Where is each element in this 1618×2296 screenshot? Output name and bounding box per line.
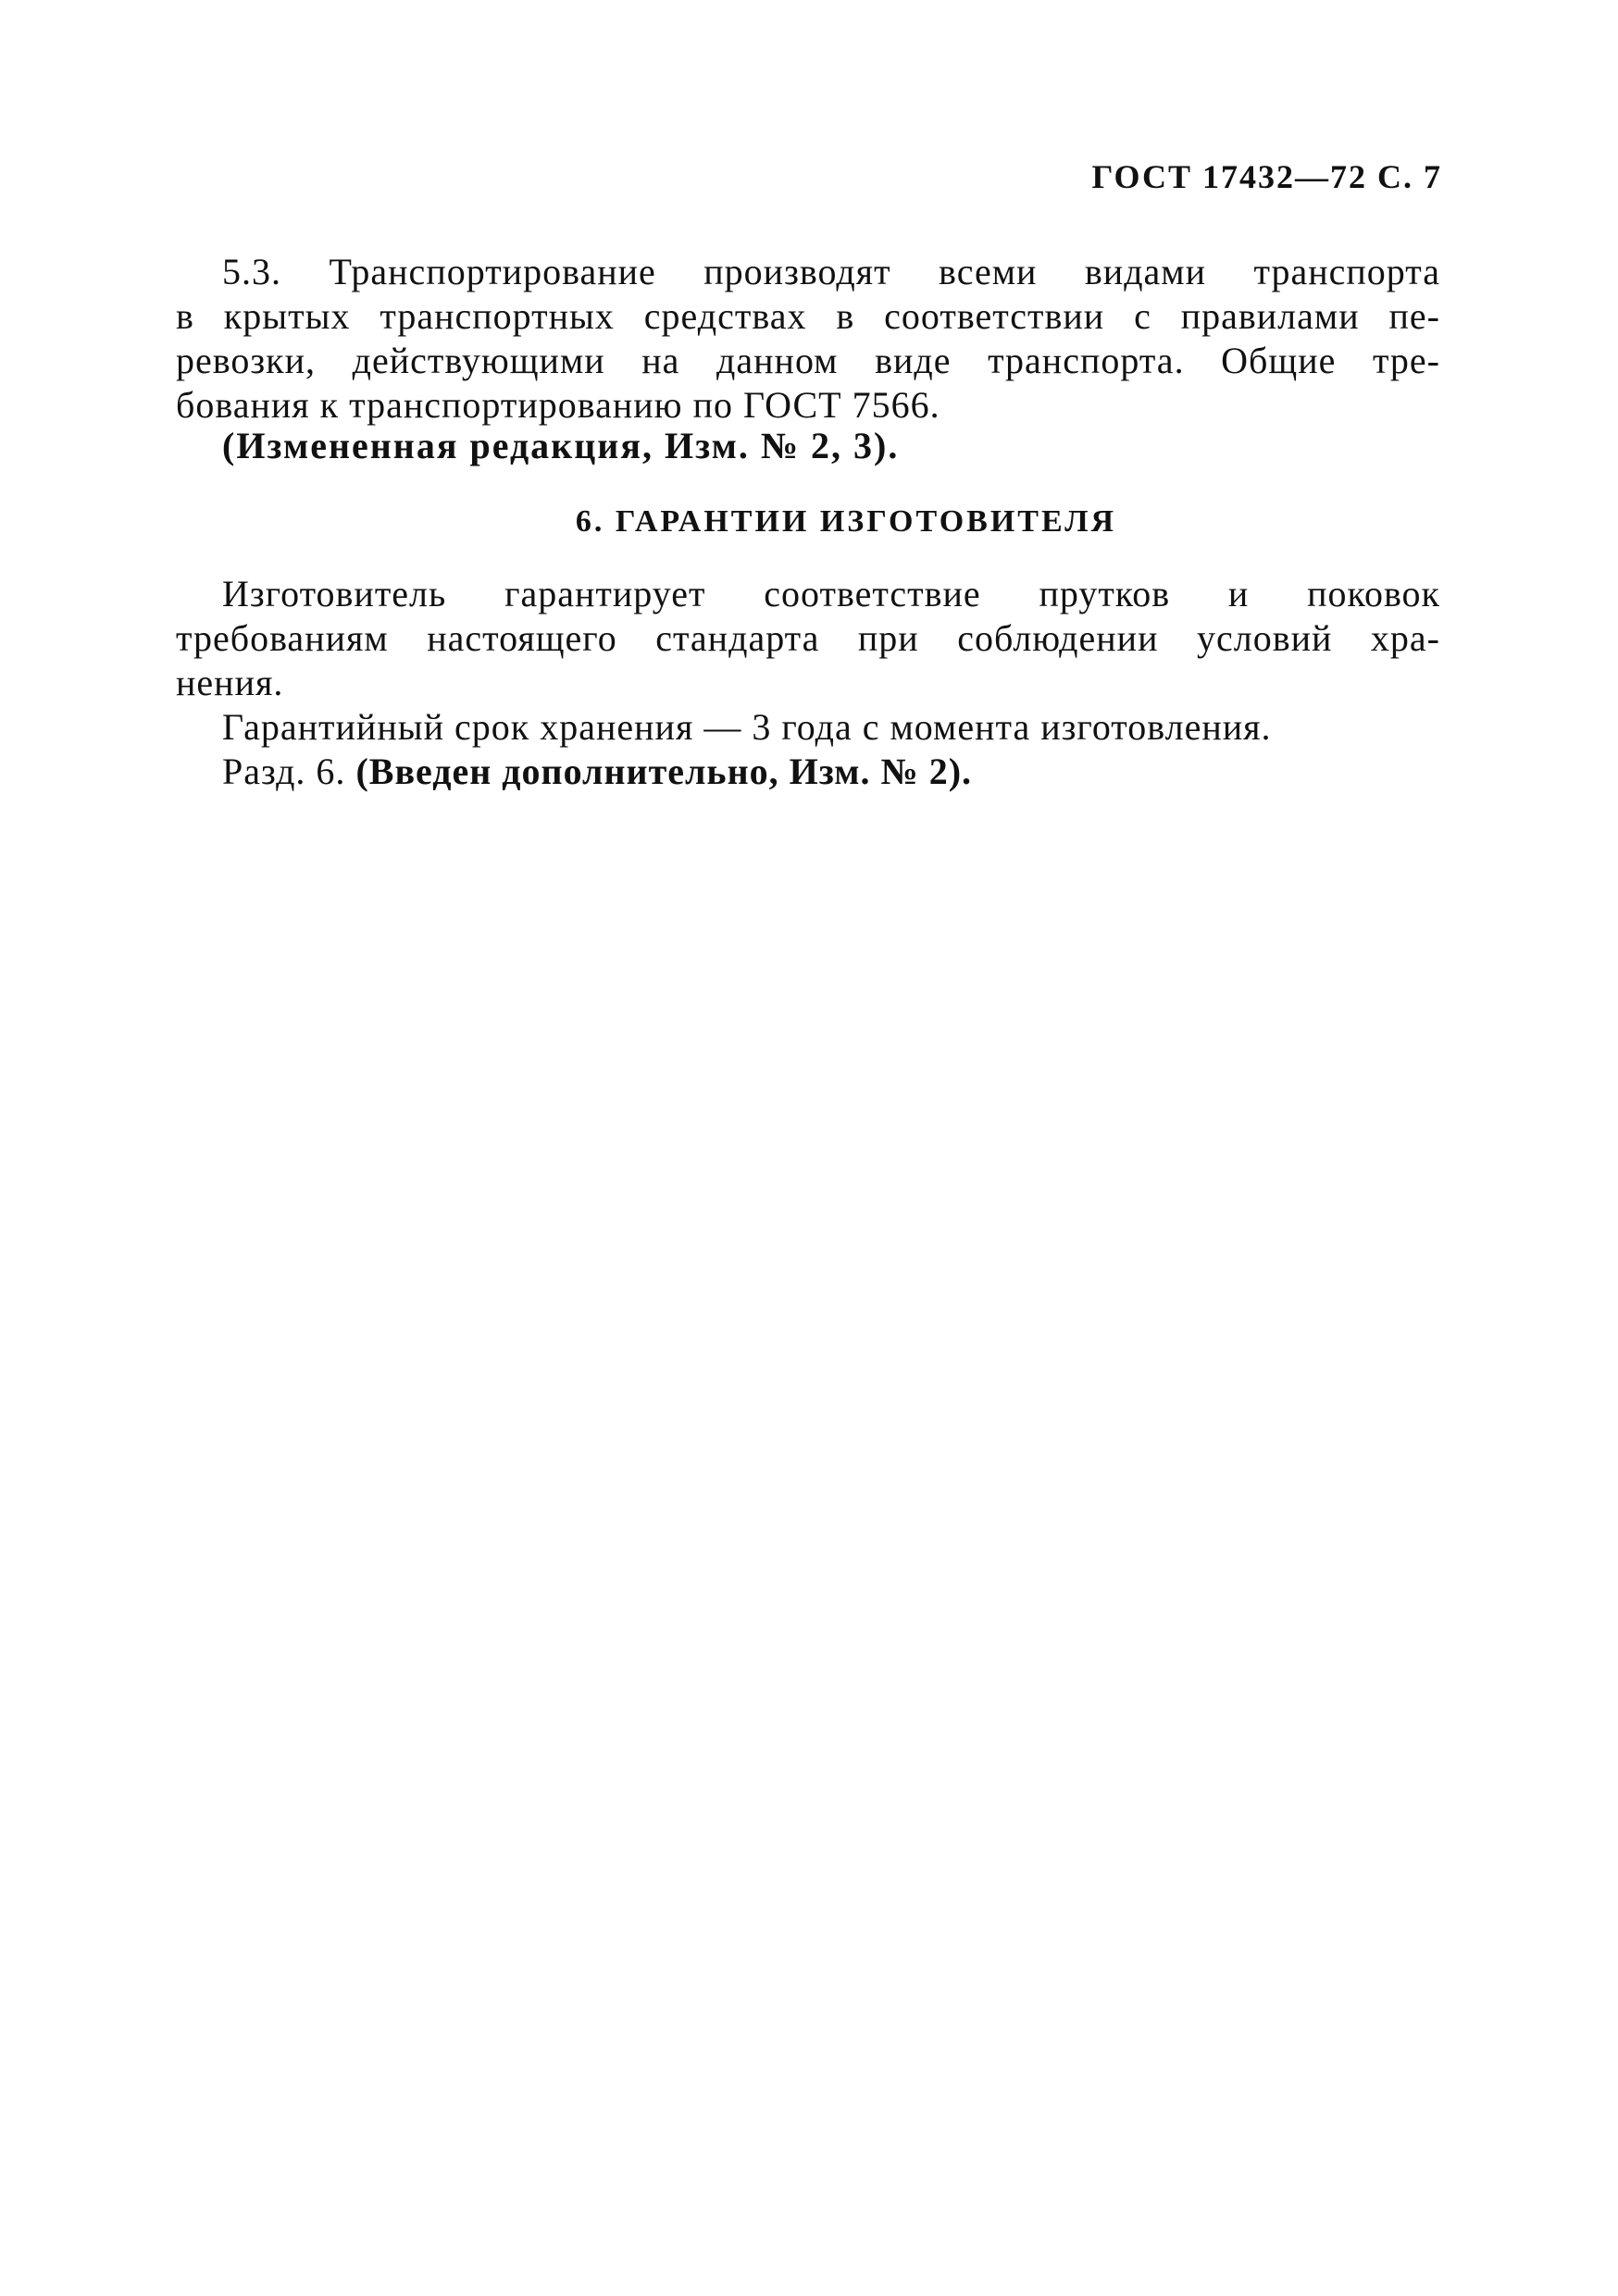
paragraph-line: нения. xyxy=(176,662,284,703)
warranty-period-text: Гарантийный срок хранения — 3 года с момента изготовления. xyxy=(222,706,1272,748)
paragraph-line: ревозки, действующими на данном виде транспорта. Общие тре- xyxy=(176,340,1440,381)
section-heading-text: 6. ГАРАНТИИ ИЗГОТОВИТЕЛЯ xyxy=(575,504,1117,539)
edit-note-section-6 xyxy=(176,750,1440,794)
edit-note-prefix: Разд. 6. xyxy=(222,751,346,792)
edit-note-5-3: (Измененная редакция, Изм. № 2, 3). xyxy=(222,425,900,466)
edit-note-bold: (Введен дополнительно, Изм. № 2). xyxy=(355,751,973,792)
section-heading-6 xyxy=(0,504,1618,540)
paragraph-line: 5.3. Транспортирование производят всеми видами транспорта xyxy=(222,251,1440,292)
running-head: ГОСТ 17432—72 С. 7 xyxy=(1091,158,1442,195)
section-6-body xyxy=(176,572,1440,794)
paragraph-line: в крытых транспортных средствах в соответствии с правилами пе- xyxy=(176,295,1440,337)
paragraph-5-3 xyxy=(176,250,1440,428)
paragraph-line: бования к транспортированию по ГОСТ 7566. xyxy=(176,384,940,426)
paragraph-line: Изготовитель гарантирует соответствие прутков и поковок xyxy=(222,573,1440,614)
paragraph-line: требованиям настоящего стандарта при соблюдении условий хра- xyxy=(176,617,1440,659)
